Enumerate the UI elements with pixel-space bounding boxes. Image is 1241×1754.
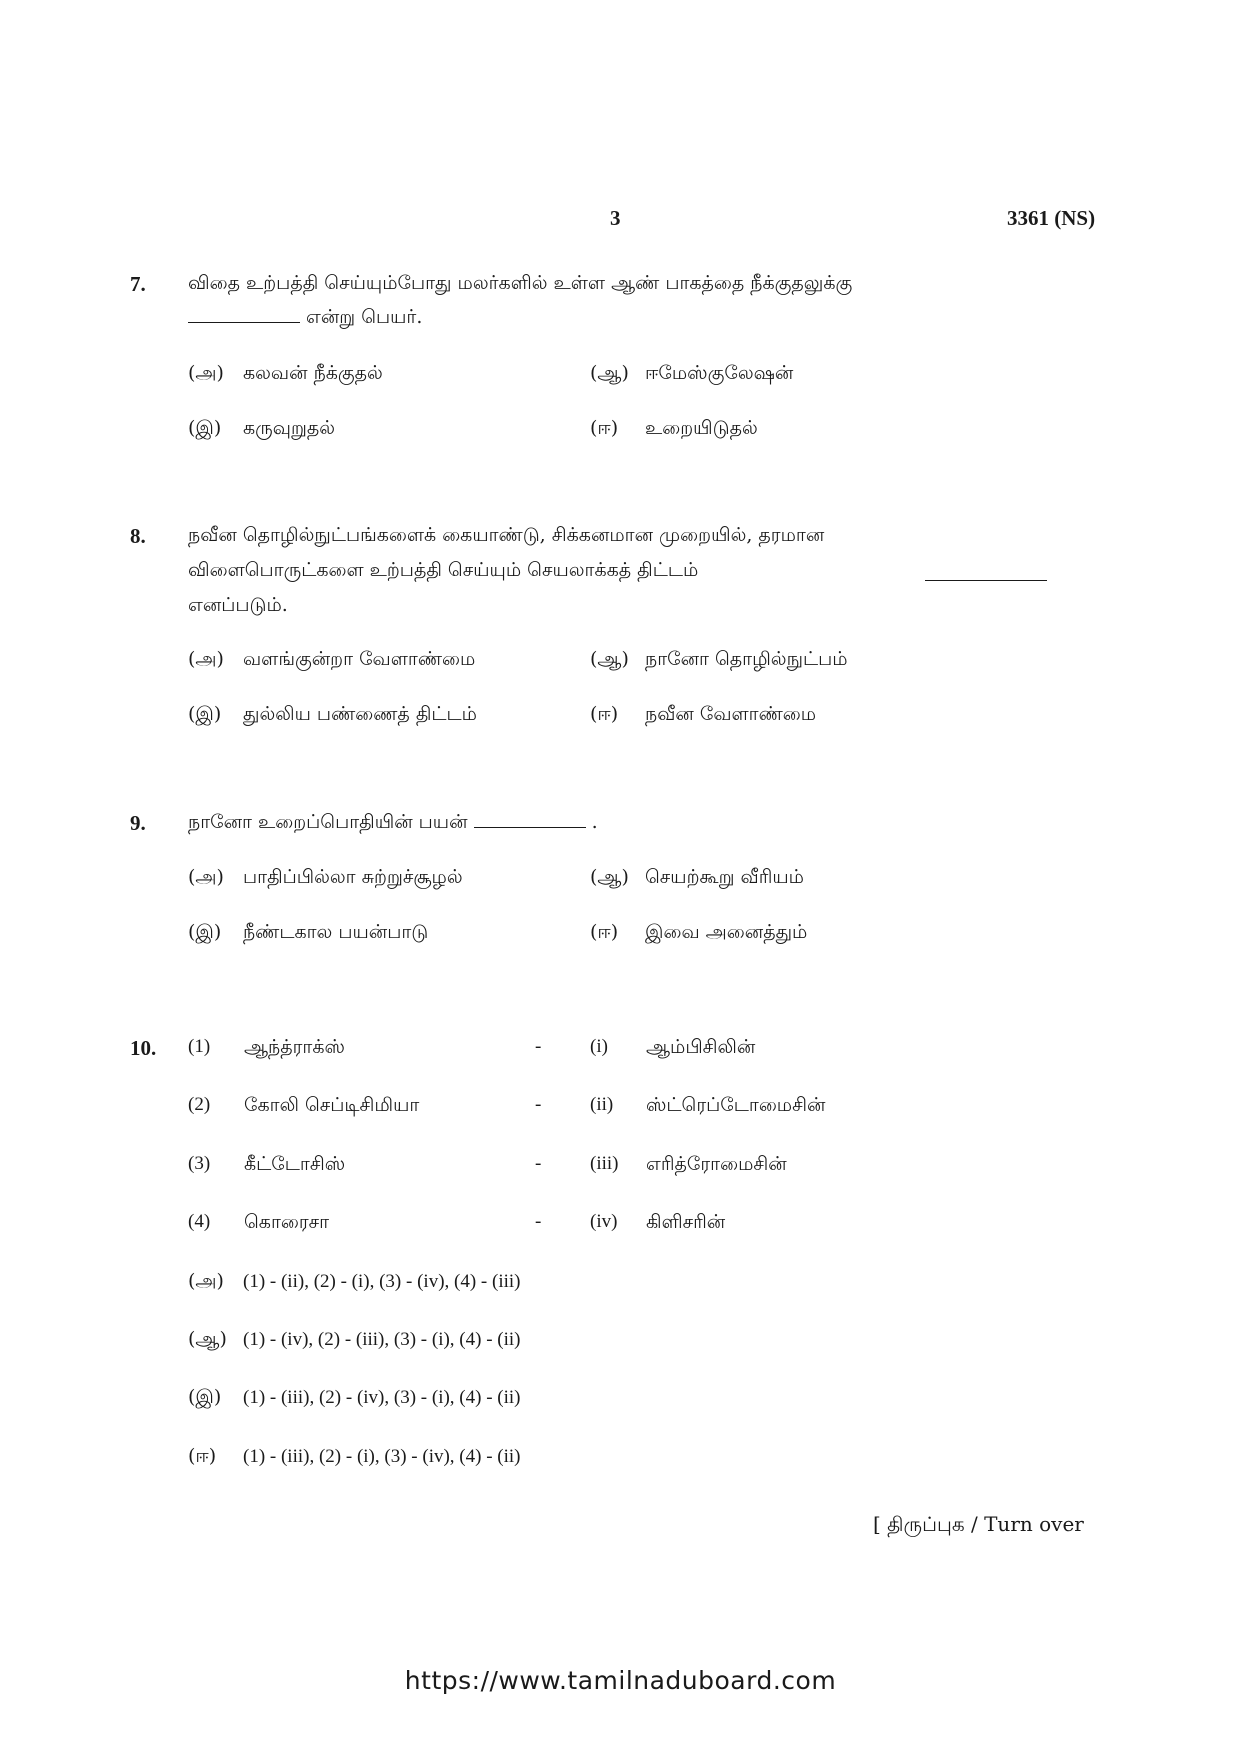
pair-left-num: (1) xyxy=(188,1036,211,1057)
option-a xyxy=(188,362,383,387)
option-b xyxy=(590,648,848,673)
option-c xyxy=(188,417,335,442)
option-text: கருவுறுதல் xyxy=(243,417,335,439)
question-8-blank xyxy=(925,559,1047,585)
option-marker: (ஆ) xyxy=(590,648,629,670)
option-marker: (ஆ) xyxy=(590,866,629,888)
pair-dash: - xyxy=(535,1211,542,1232)
question-7-suffix: என்று பெயர். xyxy=(306,306,423,328)
pair-dash: - xyxy=(535,1094,542,1115)
question-8-line3: எனப்படும். xyxy=(188,594,288,616)
option-text: உறையிடுதல் xyxy=(645,417,758,439)
option-d xyxy=(590,703,816,728)
question-9-line1 xyxy=(188,811,598,836)
option-marker: (அ) xyxy=(188,362,224,384)
question-9-end: . xyxy=(591,811,598,833)
question-number-10: 10. xyxy=(130,1036,157,1060)
pair-right-num: (iv) xyxy=(590,1211,618,1232)
question-number-8: 8. xyxy=(130,524,146,548)
pair-right-num: (iii) xyxy=(590,1153,619,1174)
option-text: நீண்டகால பயன்பாடு xyxy=(243,921,429,943)
question-7-line2 xyxy=(188,306,422,331)
option-d xyxy=(590,921,807,946)
option-d xyxy=(188,1445,521,1470)
option-text: துல்லிய பண்ணைத் திட்டம் xyxy=(243,703,477,725)
option-a xyxy=(188,1270,521,1295)
option-marker: (இ) xyxy=(188,417,222,439)
question-9-text: நானோ உறைப்பொதியின் பயன் xyxy=(188,811,468,833)
pair-right-term: எரித்ரோமைசின் xyxy=(646,1153,787,1175)
option-c xyxy=(188,703,477,728)
option-a xyxy=(188,648,475,673)
pair-right-term: கிளிசரின் xyxy=(646,1211,726,1233)
option-text: (1) - (iii), (2) - (i), (3) - (iv), (4) - (ii) xyxy=(243,1446,521,1467)
answer-blank xyxy=(925,559,1047,581)
website-url[interactable]: https://www.tamilnaduboard.com xyxy=(404,1666,837,1695)
option-text: கலவன் நீக்குதல் xyxy=(243,362,383,384)
question-7-line1: விதை உற்பத்தி செய்யும்போது மலர்களில் உள்ள ஆண் பாகத்தை நீக்குதலுக்கு xyxy=(188,272,853,294)
option-marker: (இ) xyxy=(188,921,222,943)
option-text: ஈமேஸ்குலேஷன் xyxy=(645,362,794,384)
option-text: நவீன வேளாண்மை xyxy=(645,703,817,725)
answer-blank xyxy=(474,827,586,828)
pair-right-term: ஸ்ட்ரெப்டோமைசின் xyxy=(646,1094,826,1116)
option-a xyxy=(188,866,463,891)
option-b xyxy=(590,866,804,891)
option-text: செயற்கூறு வீரியம் xyxy=(645,866,804,888)
option-c xyxy=(188,1386,521,1411)
option-text: இவை அனைத்தும் xyxy=(645,921,808,943)
pair-right-num: (ii) xyxy=(590,1094,614,1115)
option-text: நானோ தொழில்நுட்பம் xyxy=(645,648,848,670)
pair-right-term: ஆம்பிசிலின் xyxy=(646,1036,756,1058)
turn-over-label: [ திருப்புக / Turn over xyxy=(873,1512,1084,1536)
option-c xyxy=(188,921,428,946)
option-b xyxy=(590,362,793,387)
option-marker: (ஈ) xyxy=(188,1445,217,1467)
option-d xyxy=(590,417,758,442)
pair-left-num: (3) xyxy=(188,1153,211,1174)
option-marker: (அ) xyxy=(188,1270,224,1292)
pair-dash: - xyxy=(535,1036,542,1057)
pair-left-term: கொரைசா xyxy=(244,1211,330,1233)
pair-left-num: (4) xyxy=(188,1211,211,1232)
pair-dash: - xyxy=(535,1153,542,1174)
option-text: (1) - (iii), (2) - (iv), (3) - (i), (4) - (ii) xyxy=(243,1387,521,1408)
pair-left-term: கீட்டோசிஸ் xyxy=(244,1153,346,1175)
pair-left-num: (2) xyxy=(188,1094,211,1115)
option-marker: (ஈ) xyxy=(590,417,619,439)
option-marker: (இ) xyxy=(188,703,222,725)
option-text: (1) - (iv), (2) - (iii), (3) - (i), (4) - (ii) xyxy=(243,1329,521,1350)
option-marker: (ஈ) xyxy=(590,703,619,725)
page-number: 3 xyxy=(610,206,621,230)
question-8-line2: விளைபொருட்களை உற்பத்தி செய்யும் செயலாக்கத் திட்டம் xyxy=(188,559,699,581)
paper-code: 3361 (NS) xyxy=(1007,206,1096,230)
option-marker: (ஆ) xyxy=(590,362,629,384)
pair-left-term: கோலி செப்டிசிமியா xyxy=(244,1094,420,1116)
question-number-9: 9. xyxy=(130,811,146,835)
question-number-7: 7. xyxy=(130,272,146,296)
option-text: வளங்குன்றா வேளாண்மை xyxy=(243,648,476,670)
option-marker: (ஈ) xyxy=(590,921,619,943)
option-marker: (இ) xyxy=(188,1386,222,1408)
option-marker: (ஆ) xyxy=(188,1328,227,1350)
option-text: (1) - (ii), (2) - (i), (3) - (iv), (4) - (iii) xyxy=(243,1271,521,1292)
answer-blank xyxy=(188,322,300,323)
option-marker: (அ) xyxy=(188,648,224,670)
option-b xyxy=(188,1328,521,1353)
pair-left-term: ஆந்த்ராக்ஸ் xyxy=(244,1036,345,1058)
option-marker: (அ) xyxy=(188,866,224,888)
option-text: பாதிப்பில்லா சுற்றுச்சூழல் xyxy=(243,866,463,888)
question-8-line1: நவீன தொழில்நுட்பங்களைக் கையாண்டு, சிக்கனமான முறையில், தரமான xyxy=(188,524,825,546)
pair-right-num: (i) xyxy=(590,1036,608,1057)
